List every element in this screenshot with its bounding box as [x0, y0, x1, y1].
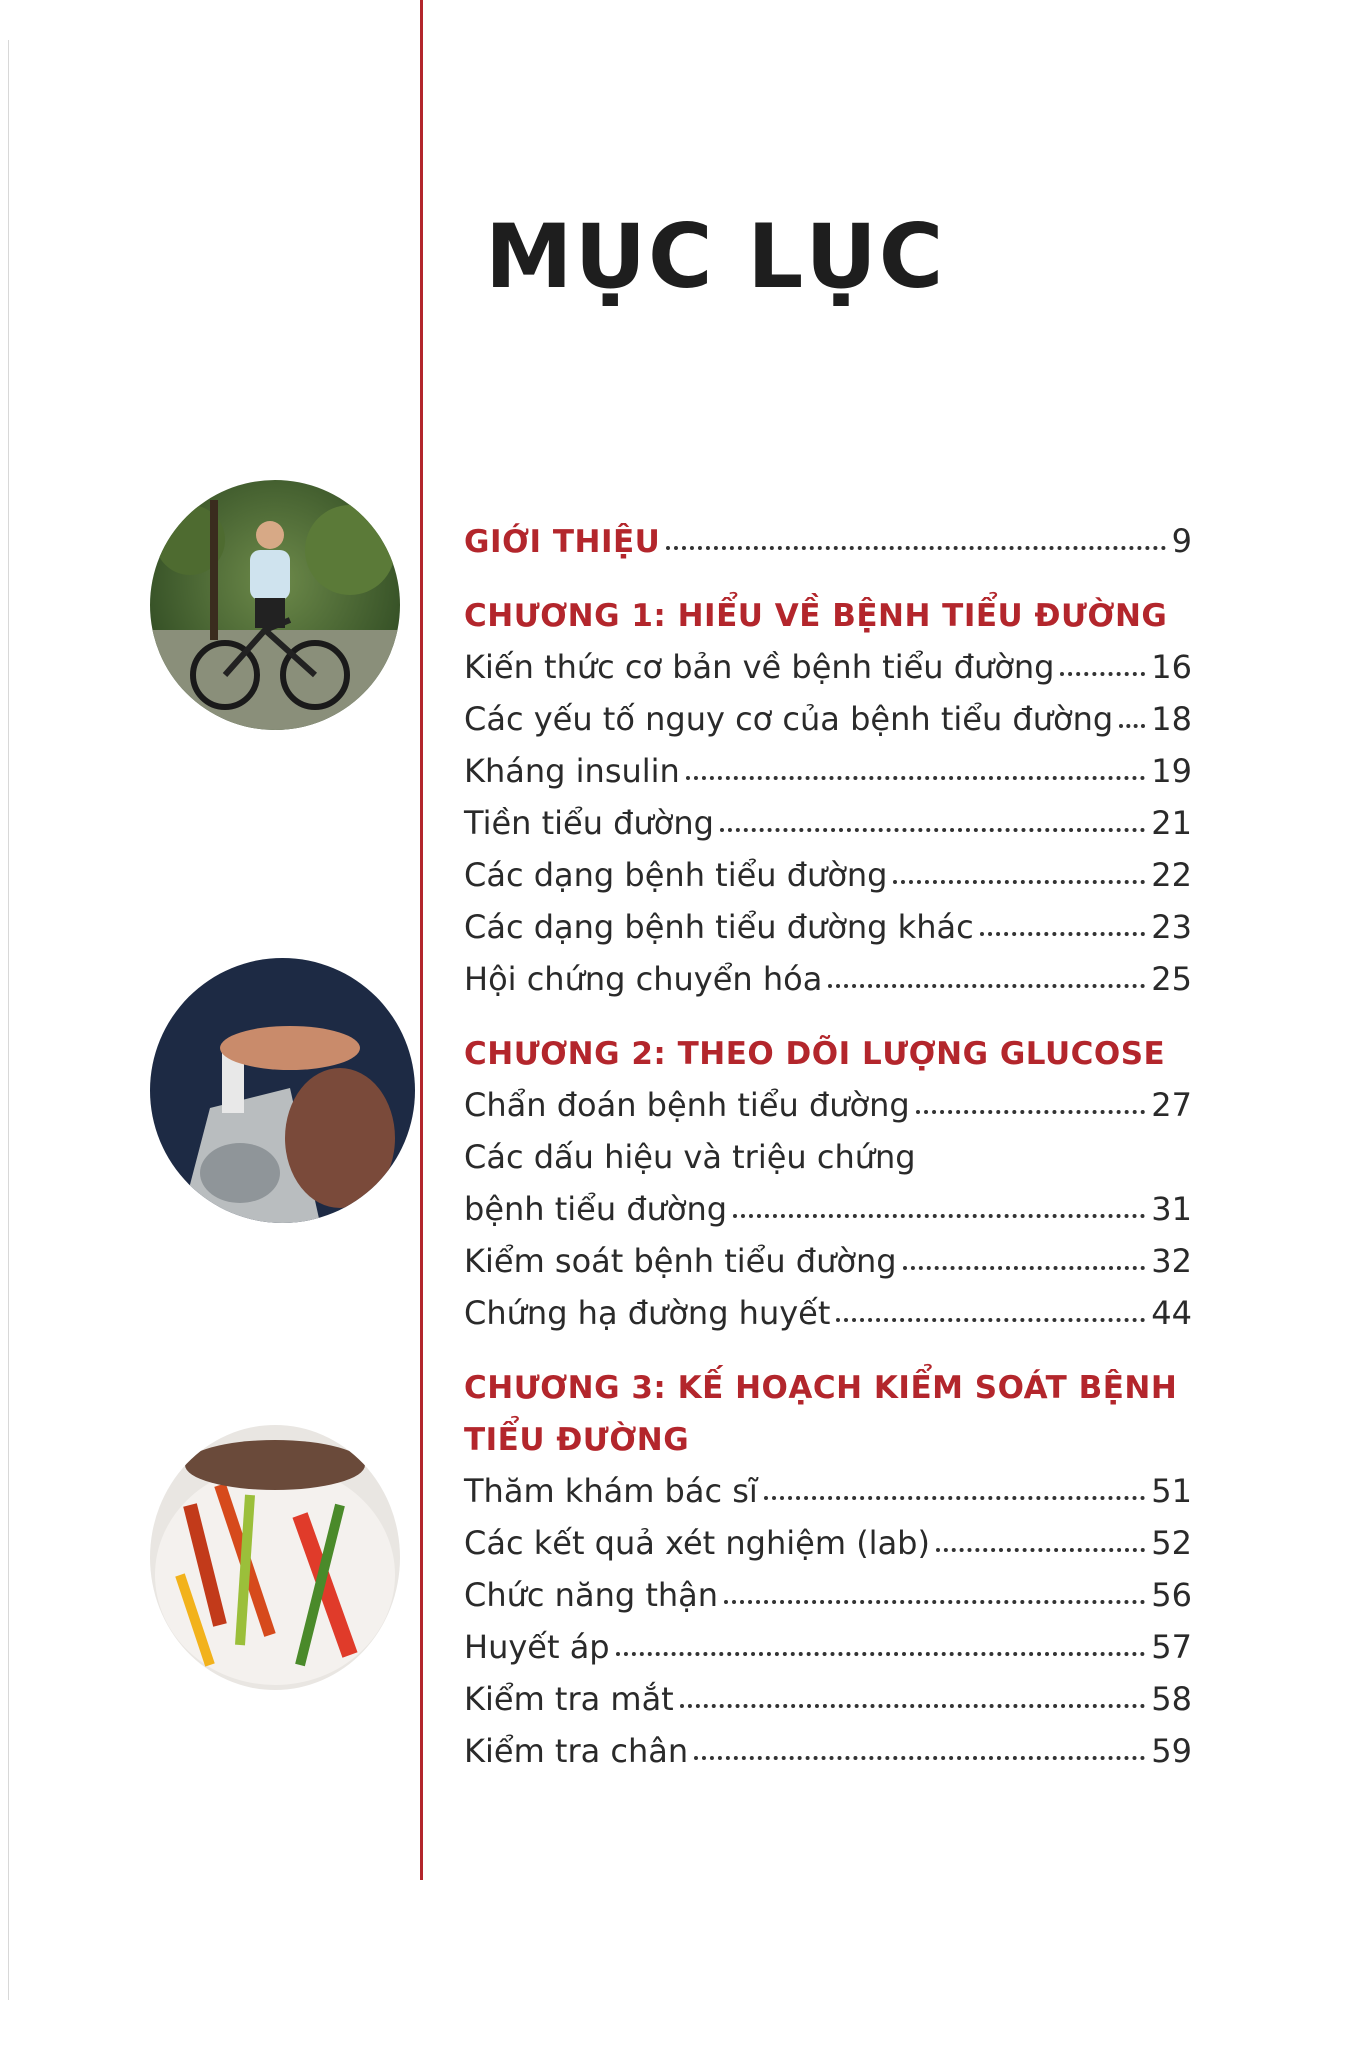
toc-row[interactable]: Huyết áp 57 — [464, 1628, 1192, 1666]
glucose-meter-photo-icon — [150, 958, 415, 1223]
chapter-1-heading[interactable]: CHƯƠNG 1: HIỂU VỀ BỆNH TIỂU ĐƯỜNG — [464, 598, 1168, 634]
vegetables-photo-icon — [150, 1425, 400, 1690]
toc-row[interactable]: Các dạng bệnh tiểu đường 22 — [464, 856, 1192, 894]
toc-row[interactable]: Hội chứng chuyển hóa 25 — [464, 960, 1192, 998]
toc-row[interactable]: Tiền tiểu đường 21 — [464, 804, 1192, 842]
divider-line — [420, 0, 423, 1880]
chapter-3-heading-continued[interactable]: TIỂU ĐƯỜNG — [464, 1422, 690, 1458]
toc-row-continued[interactable]: Các dấu hiệu và triệu chứng — [464, 1138, 916, 1176]
intro-label: GIỚI THIỆU — [464, 524, 661, 560]
dot-leader — [666, 546, 1165, 550]
toc-row[interactable]: Kiểm soát bệnh tiểu đường 32 — [464, 1242, 1192, 1280]
page-number: 9 — [1171, 522, 1192, 560]
toc-row[interactable]: Chẩn đoán bệnh tiểu đường 27 — [464, 1086, 1192, 1124]
toc-row[interactable]: Các kết quả xét nghiệm (lab) 52 — [464, 1524, 1192, 1562]
toc-row[interactable]: bệnh tiểu đường 31 — [464, 1190, 1192, 1228]
toc-row[interactable]: Thăm khám bác sĩ 51 — [464, 1472, 1192, 1510]
cyclist-photo-icon — [150, 480, 400, 730]
page-title: MỤC LỤC — [485, 205, 946, 308]
chapter-2-heading[interactable]: CHƯƠNG 2: THEO DÕI LƯỢNG GLUCOSE — [464, 1036, 1166, 1072]
table-of-contents — [464, 508, 1192, 1770]
toc-row[interactable]: Chứng hạ đường huyết 44 — [464, 1294, 1192, 1332]
toc-row[interactable]: Kiểm tra chân 59 — [464, 1732, 1192, 1770]
toc-row[interactable]: Kháng insulin 19 — [464, 752, 1192, 790]
toc-row[interactable]: Các yếu tố nguy cơ của bệnh tiểu đường 18 — [464, 700, 1192, 738]
chapter-3-heading[interactable]: CHƯƠNG 3: KẾ HOẠCH KIỂM SOÁT BỆNH — [464, 1370, 1178, 1406]
toc-row[interactable]: Kiểm tra mắt 58 — [464, 1680, 1192, 1718]
toc-row[interactable]: Kiến thức cơ bản về bệnh tiểu đường 16 — [464, 648, 1192, 686]
page-edge — [8, 40, 9, 2000]
toc-row-intro[interactable] — [464, 508, 1192, 560]
toc-row[interactable]: Các dạng bệnh tiểu đường khác 23 — [464, 908, 1192, 946]
toc-row[interactable]: Chức năng thận 56 — [464, 1576, 1192, 1614]
